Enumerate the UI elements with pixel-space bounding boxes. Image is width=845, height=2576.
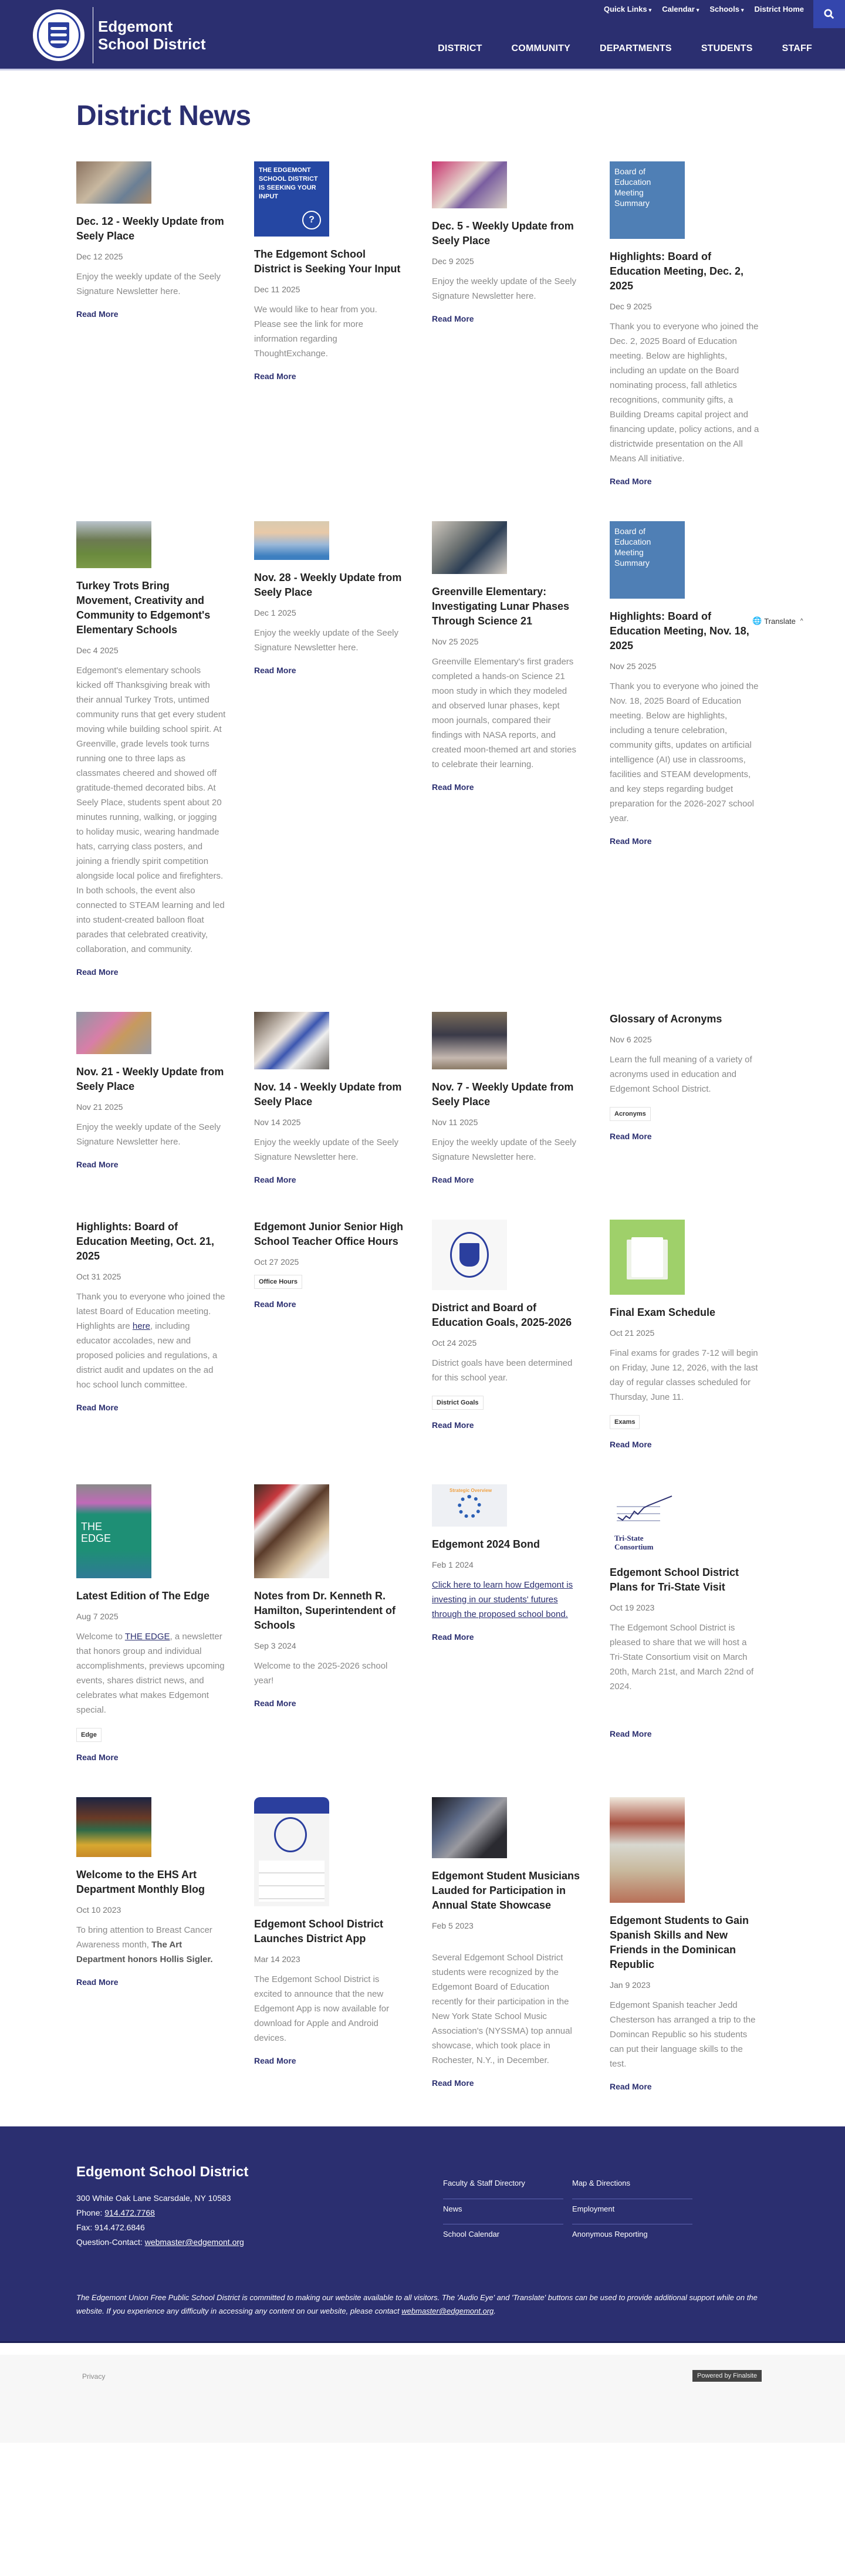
footer-link-faculty-directory[interactable]: Faculty & Staff Directory [443, 2173, 563, 2199]
news-date: Oct 24 2025 [432, 1338, 477, 1348]
news-title[interactable]: Nov. 21 - Weekly Update from Seely Place [76, 1066, 224, 1092]
news-date: Dec 1 2025 [254, 608, 296, 617]
nav-community[interactable]: COMMUNITY [511, 43, 571, 53]
news-title[interactable]: Highlights: Board of Education Meeting, Oct. 21, 2025 [76, 1221, 215, 1262]
footer-link-news[interactable]: News [443, 2199, 563, 2225]
caret-down-icon: ▾ [741, 7, 744, 13]
news-excerpt: Learn the full meaning of a variety of acronyms used in education and Edgemont School District. [610, 1055, 752, 1094]
news-title[interactable]: Nov. 28 - Weekly Update from Seely Place [254, 572, 402, 598]
news-date: Nov 25 2025 [432, 637, 479, 646]
quick-links-menu[interactable]: Quick Links ▾ [603, 5, 652, 13]
news-card [254, 521, 404, 977]
district-name: Edgemont School District [98, 18, 206, 53]
news-date: Dec 9 2025 [432, 256, 474, 266]
news-date: Nov 14 2025 [254, 1117, 301, 1127]
district-seal-icon [450, 1232, 489, 1278]
news-excerpt: Edgemont's elementary schools kicked off Thanksgiving break with their annual Turkey Trots, untimed community runs that get every student moving while building school spirit. At Greenville, grade levels took turns running one to three laps as classmates cheered and showed off gratitude-themed decorated bibs. At Seely Place, students spent about 20 minutes running, walking, or jogging to holiday music, wearing handmade hats, carrying class posters, and joining a friendly spirit competition alongside local police and firefighters. In both schools, the event also connected to STEAM learning and led into student-created balloon float parades that celebrated creativity, collaboration, and community. [76, 666, 226, 954]
read-more-link[interactable]: Read More [76, 309, 119, 319]
news-excerpt [432, 1578, 582, 1622]
news-title[interactable]: Highlights: Board of Education Meeting, Dec. 2, 2025 [610, 251, 744, 292]
news-card [76, 521, 226, 977]
district-seal-icon [274, 1817, 307, 1852]
news-title[interactable]: Nov. 7 - Weekly Update from Seely Place [432, 1081, 574, 1108]
news-grid [76, 161, 769, 2091]
news-date: Oct 27 2025 [254, 1257, 299, 1267]
news-excerpt: Enjoy the weekly update of the Seely Signature Newsletter here. [254, 1137, 398, 1162]
news-excerpt: Welcome to the 2025-2026 school year! [254, 1661, 388, 1686]
news-excerpt: Enjoy the weekly update of the Seely Signature Newsletter here. [76, 1122, 221, 1147]
caret-down-icon: ▾ [696, 7, 699, 13]
highlights-here-link[interactable]: here [132, 1321, 150, 1331]
main-content [0, 70, 845, 2126]
news-thumbnail[interactable] [432, 1220, 507, 1290]
news-excerpt: Enjoy the weekly update of the Seely Signature Newsletter here. [432, 1137, 576, 1162]
news-thumbnail[interactable] [610, 1220, 685, 1295]
news-title[interactable]: Notes from Dr. Kenneth R. Hamilton, Superintendent of Schools [254, 1590, 396, 1631]
read-more-link[interactable]: Read More [76, 1403, 119, 1412]
district-home-link[interactable]: District Home [754, 5, 804, 13]
news-title[interactable]: Edgemont Students to Gain Spanish Skills and New Friends in the Dominican Republic [610, 1915, 749, 1970]
news-excerpt: Enjoy the weekly update of the Seely Signature Newsletter here. [254, 628, 398, 653]
news-title[interactable]: Edgemont Junior Senior High School Teacher Office Hours [254, 1221, 404, 1247]
news-card [254, 1012, 404, 1184]
news-card [76, 1012, 226, 1184]
news-card [76, 1484, 226, 1762]
news-date: Oct 19 2023 [610, 1603, 655, 1612]
footer-address: 300 White Oak Lane Scarsdale, NY 10583 [76, 2193, 231, 2203]
news-card [432, 1012, 582, 1184]
the-edge-link[interactable]: THE EDGE [124, 1632, 170, 1642]
search-icon [824, 9, 834, 19]
read-more-link[interactable]: Read More [610, 836, 652, 846]
news-date: Oct 21 2025 [610, 1328, 655, 1338]
news-thumbnail[interactable] [432, 161, 507, 208]
read-more-link[interactable]: Read More [432, 1420, 474, 1430]
news-thumbnail[interactable] [254, 1484, 329, 1578]
news-excerpt: District goals have been determined for this school year. [432, 1358, 573, 1383]
news-title[interactable]: Latest Edition of The Edge [76, 1590, 210, 1602]
news-excerpt: We would like to hear from you. Please see the link for more information regarding ThoughtExchange. [254, 305, 377, 359]
news-date: Feb 5 2023 [432, 1921, 474, 1930]
news-card [610, 1012, 759, 1184]
news-title[interactable]: Greenville Elementary: Investigating Lunar Phases Through Science 21 [432, 586, 570, 627]
news-title[interactable]: Highlights: Board of Education Meeting, Nov. 18, 2025 [610, 610, 749, 651]
news-thumbnail[interactable] [254, 1797, 329, 1906]
globe-icon: 🌐 [752, 616, 762, 625]
news-date: Nov 25 2025 [610, 661, 657, 671]
news-thumbnail[interactable]: THE EDGE [76, 1484, 151, 1578]
utility-nav [604, 5, 804, 13]
read-more-link[interactable]: Read More [610, 1440, 652, 1449]
news-thumbnail[interactable]: Strategic Overview [432, 1484, 507, 1527]
news-date: Nov 21 2025 [76, 1102, 123, 1112]
news-date: Dec 9 2025 [610, 302, 652, 311]
news-title[interactable]: Edgemont School District Launches District App [254, 1918, 384, 1944]
read-more-link[interactable]: Read More [254, 2056, 296, 2065]
footer-contact-line: Question-Contact: webmaster@edgemont.org [76, 2237, 244, 2247]
read-more-link[interactable]: Read More [610, 477, 652, 486]
news-excerpt: The Edgemont School District is excited to announce that the new Edgemont App is now available for download for Apple and Android devices. [254, 1974, 390, 2043]
sub-footer [0, 2355, 845, 2443]
calendar-menu[interactable]: Calendar ▾ [662, 5, 699, 13]
news-excerpt: Thank you to everyone who joined the Dec. 2, 2025 Board of Education meeting. Below are highlights, including an update on the Board nominating process, fall athletics recognitions, community gifts, a Building Dreams capital project and financing update, policy actions, and a districtwide presentation on the All Means All initiative. [610, 322, 759, 464]
footer-link-employment[interactable]: Employment [572, 2199, 692, 2225]
footer-link-anonymous-reporting[interactable]: Anonymous Reporting [572, 2230, 648, 2239]
news-excerpt: The Edgemont School District is pleased to share that we will host a Tri-State Consortium visit on March 20th, March 21st, and March 22nd of 2024. [610, 1623, 754, 1692]
news-thumbnail[interactable] [254, 521, 329, 560]
news-thumbnail[interactable] [610, 1797, 685, 1903]
read-more-link[interactable]: Read More [610, 1132, 652, 1141]
site-footer [0, 2126, 845, 2343]
app-event-list [259, 1861, 325, 1902]
district-logo-link[interactable] [33, 8, 205, 62]
news-card [254, 1797, 404, 2091]
news-excerpt: To bring attention to Breast Cancer Awareness month, The Art Department honors Hollis Sigler. [76, 1925, 213, 1964]
news-excerpt: Edgemont Spanish teacher Jedd Chesterson has arranged a trip to the Domincan Republic so his students can put their language skills to the test. [610, 2000, 756, 2069]
news-card [432, 1484, 582, 1762]
news-thumbnail[interactable] [76, 161, 151, 204]
news-title[interactable]: Final Exam Schedule [610, 1306, 716, 1318]
privacy-link[interactable]: Privacy [82, 2372, 106, 2381]
news-title[interactable]: Nov. 14 - Weekly Update from Seely Place [254, 1081, 402, 1108]
nav-departments[interactable]: DEPARTMENTS [600, 43, 672, 53]
read-more-link[interactable]: Read More [76, 967, 119, 977]
news-card [76, 1220, 226, 1449]
news-title[interactable]: District and Board of Education Goals, 2025-2026 [432, 1302, 572, 1328]
read-more-link[interactable]: Read More [76, 1160, 119, 1169]
read-more-link[interactable]: Read More [76, 1977, 119, 1987]
news-thumbnail[interactable]: Board of Education Meeting Summary [610, 161, 685, 239]
news-title[interactable]: Turkey Trots Bring Movement, Creativity and Community to Edgemont's Elementary Schools [76, 580, 211, 636]
app-header-bar [254, 1797, 329, 1814]
read-more-link[interactable]: Read More [432, 1632, 474, 1642]
bond-info-link[interactable]: Click here to learn how Edgemont is investing in our students' futures through the proposed school bond. [432, 1580, 573, 1619]
news-date: Nov 6 2025 [610, 1035, 652, 1044]
news-card [610, 521, 759, 977]
news-card [432, 161, 582, 486]
category-tag[interactable]: Office Hours [254, 1275, 302, 1289]
phone-link[interactable]: 914.472.7768 [104, 2208, 155, 2217]
news-title[interactable]: Welcome to the EHS Art Department Monthly Blog [76, 1869, 205, 1895]
footer-link-school-calendar[interactable]: School Calendar [443, 2230, 500, 2239]
news-card [254, 1220, 404, 1449]
nav-staff[interactable]: STAFF [782, 43, 812, 53]
read-more-link[interactable]: Read More [432, 1175, 474, 1184]
news-excerpt: Thank you to everyone who joined the latest Board of Education meeting. Highlights are here, including educator accolades, new and proposed policies and regulations, a district audit and updates on the ad hoc school lunch committee. [76, 1292, 225, 1390]
schools-menu[interactable]: Schools ▾ [709, 5, 744, 13]
nav-students[interactable]: STUDENTS [701, 43, 753, 53]
news-excerpt: Enjoy the weekly update of the Seely Signature Newsletter here. [432, 276, 576, 301]
news-title[interactable]: Edgemont School District Plans for Tri-State Visit [610, 1566, 739, 1593]
news-title[interactable]: Edgemont Student Musicians Lauded for Participation in Annual State Showcase [432, 1870, 580, 1911]
news-date: Dec 11 2025 [254, 285, 300, 294]
news-excerpt: Final exams for grades 7-12 will begin on Friday, June 12, 2026, with the last day of regular classes scheduled for Thursday, June 11. [610, 1348, 758, 1402]
news-date: Oct 31 2025 [76, 1272, 121, 1281]
news-thumbnail[interactable] [76, 1012, 151, 1054]
news-excerpt: Several Edgemont School District students were recognized by the Edgemont Board of Education recently for their participation in the New York State School Music Association's (NYSSMA) top annual showcase, which took place in Rochester, N.Y., in December. [432, 1953, 572, 2065]
page-title: District News [76, 100, 251, 131]
read-more-link[interactable]: Read More [610, 2082, 652, 2091]
news-thumbnail[interactable]: THE EDGEMONT SCHOOL DISTRICT IS SEEKING YOUR INPUT ? [254, 161, 329, 237]
news-date: Aug 7 2025 [76, 1612, 119, 1621]
nav-district[interactable]: DISTRICT [438, 43, 482, 53]
translate-widget[interactable]: 🌐 Translate ^ [752, 616, 803, 626]
news-card [432, 1797, 582, 2091]
news-thumbnail[interactable] [432, 521, 507, 574]
news-card [610, 1220, 759, 1449]
tri-state-chart-icon [613, 1494, 678, 1529]
read-more-link[interactable]: Read More [254, 1699, 296, 1708]
footer-contact [76, 2156, 248, 2250]
news-date: Jan 9 2023 [610, 1980, 651, 1990]
category-tag[interactable]: Exams [610, 1415, 640, 1429]
accessibility-disclaimer: The Edgemont Union Free Public School District is committed to making our website available to all visitors. The 'Audio Eye' and 'Translate' buttons can be used to provide additional support while on the website. If you experience any difficulty in accessing any content on our website, please contact webmaster@edgemont.org. [76, 2293, 758, 2315]
news-thumbnail[interactable] [432, 1797, 507, 1858]
news-thumbnail[interactable] [76, 521, 151, 568]
news-date: Feb 1 2024 [432, 1560, 474, 1569]
footer-phone: Phone: 914.472.7768 [76, 2208, 155, 2217]
footer-title: Edgemont School District [76, 2164, 249, 2180]
news-title[interactable]: The Edgemont School District is Seeking Your Input [254, 248, 401, 275]
category-tag[interactable]: Edge [76, 1728, 102, 1742]
news-date: Sep 3 2024 [254, 1641, 296, 1650]
news-title[interactable]: Glossary of Acronyms [610, 1013, 722, 1025]
news-card [610, 1484, 759, 1762]
footer-fax: Fax: 914.472.6846 [76, 2223, 145, 2232]
district-seal-icon [33, 9, 84, 61]
category-tag[interactable]: Acronyms [610, 1107, 651, 1121]
read-more-link[interactable]: Read More [76, 1753, 119, 1762]
caret-down-icon: ▾ [648, 7, 652, 13]
webmaster-email-link[interactable]: webmaster@edgemont.org [144, 2237, 244, 2247]
news-excerpt: Greenville Elementary's first graders completed a hands-on Science 21 moon study in which they modeled and observed lunar phases, kept moon journals, compared their findings with NASA reports, and created moon-themed art and stories to celebrate their learning. [432, 657, 576, 769]
category-tag[interactable]: District Goals [432, 1396, 484, 1410]
read-more-link[interactable]: Read More [432, 782, 474, 792]
news-card [610, 161, 759, 486]
news-thumbnail[interactable] [254, 1012, 329, 1069]
news-date: Dec 12 2025 [76, 252, 123, 261]
question-bubble-icon: ? [302, 211, 321, 229]
read-more-link[interactable]: Read More [432, 314, 474, 323]
powered-by-finalsite-badge[interactable]: Powered by Finalsite [692, 2370, 762, 2382]
footer-link-map-directions[interactable]: Map & Directions [572, 2173, 692, 2199]
news-card [254, 161, 404, 486]
read-more-link[interactable]: Read More [254, 666, 296, 675]
news-date: Nov 11 2025 [432, 1117, 478, 1127]
news-card [76, 161, 226, 486]
news-thumbnail[interactable]: Board of Education Meeting Summary [610, 521, 685, 599]
search-button[interactable] [813, 0, 845, 28]
read-more-link[interactable]: Read More [254, 1175, 296, 1184]
news-thumbnail[interactable]: Tri-State Consortium [610, 1484, 685, 1555]
news-card [610, 1797, 759, 2091]
disclaimer-email-link[interactable]: webmaster@edgemont.org [401, 2307, 494, 2315]
news-thumbnail[interactable] [76, 1797, 151, 1857]
read-more-link[interactable]: Read More [254, 372, 296, 381]
news-card [254, 1484, 404, 1762]
read-more-link[interactable]: Read More [432, 2078, 474, 2088]
news-excerpt: Thank you to everyone who joined the Nov. 18, 2025 Board of Education meeting. Below are highlights, including a tenure celebration, community gifts, updates on artificial intelligence (AI) use in classrooms, facilities and STEAM developments, and key steps regarding budget preparation for the 2026-2027 school year. [610, 681, 759, 823]
footer-links [443, 2173, 692, 2250]
news-title[interactable]: Edgemont 2024 Bond [432, 1538, 540, 1550]
news-title[interactable]: Dec. 12 - Weekly Update from Seely Place [76, 215, 224, 242]
strategy-diagram-icon [458, 1495, 481, 1518]
news-date: Oct 10 2023 [76, 1905, 121, 1915]
read-more-link[interactable]: Read More [254, 1299, 296, 1309]
news-excerpt: Welcome to THE EDGE, a newsletter that honors group and individual accomplishments, previews upcoming events, shares district news, and celebrates what makes Edgemont special. [76, 1632, 225, 1715]
exam-paper-icon [631, 1237, 663, 1277]
news-card [432, 521, 582, 977]
main-nav [438, 43, 812, 54]
news-card [76, 1797, 226, 2091]
news-date: Dec 4 2025 [76, 646, 119, 655]
site-header [0, 0, 845, 70]
news-date: Mar 14 2023 [254, 1954, 300, 1964]
read-more-link[interactable]: Read More [610, 1729, 652, 1738]
news-thumbnail[interactable] [432, 1012, 507, 1069]
news-title[interactable]: Dec. 5 - Weekly Update from Seely Place [432, 220, 574, 247]
news-excerpt: Enjoy the weekly update of the Seely Signature Newsletter here. [76, 272, 221, 296]
chevron-up-icon: ^ [800, 617, 803, 624]
news-card [432, 1220, 582, 1449]
